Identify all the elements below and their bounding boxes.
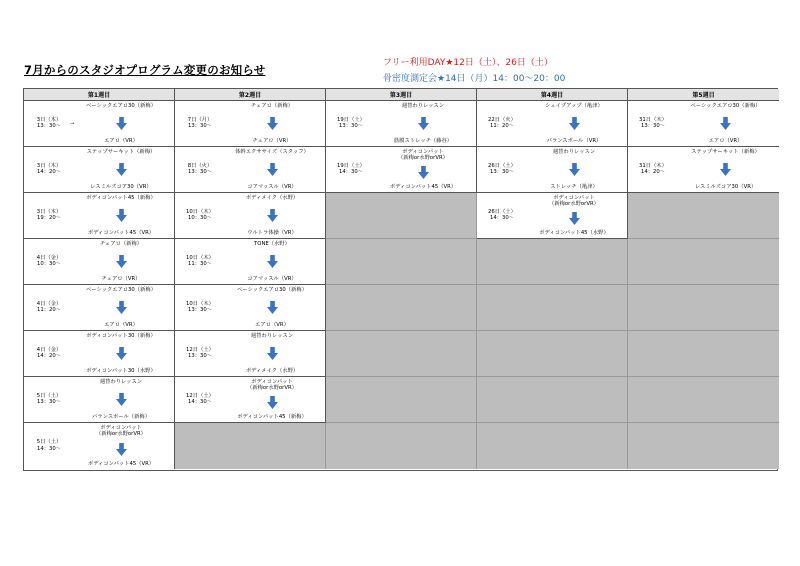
program-change bbox=[221, 149, 323, 190]
lesson-date: 5日（土） bbox=[36, 439, 62, 446]
lesson-datetime bbox=[480, 163, 524, 177]
down-arrow-icon bbox=[116, 163, 127, 176]
week-header: 第2週目 bbox=[175, 89, 326, 101]
empty-slot bbox=[477, 331, 628, 377]
down-arrow-icon bbox=[116, 347, 127, 360]
lesson-time: 11：20〜 bbox=[489, 123, 515, 130]
new-program: ウルトラ体操（VR） bbox=[247, 229, 297, 236]
old-program: ボディコンバット30（新梅） bbox=[86, 333, 156, 339]
program-change bbox=[221, 195, 323, 236]
program-change bbox=[221, 379, 323, 420]
program-change bbox=[221, 241, 323, 282]
lesson-date: 3日（木） bbox=[36, 116, 62, 123]
down-arrow-icon bbox=[569, 117, 580, 130]
new-program: バランスボール（VR） bbox=[546, 137, 602, 144]
schedule-cell bbox=[326, 147, 477, 193]
new-program: チェアロ（VR） bbox=[252, 137, 292, 144]
down-arrow-icon bbox=[267, 209, 278, 222]
old-program: ボディコンバット （新梅or水野orVR） bbox=[96, 425, 146, 438]
new-program: 筋膜ストレッチ（藤谷） bbox=[393, 137, 453, 144]
down-arrow-icon bbox=[267, 396, 278, 409]
program-change bbox=[70, 149, 172, 190]
lesson-time: 13：30〜 bbox=[489, 169, 515, 176]
new-program: チェアロ（VR） bbox=[101, 275, 141, 282]
lesson-date: 22日（火） bbox=[488, 116, 516, 123]
down-arrow-icon bbox=[116, 209, 127, 222]
old-program: 週替わりレッスン bbox=[401, 103, 445, 109]
empty-slot bbox=[326, 423, 477, 469]
schedule-cell bbox=[24, 193, 175, 239]
program-change bbox=[70, 241, 172, 282]
lesson-time: 14：20〜 bbox=[640, 169, 666, 176]
down-arrow-icon bbox=[720, 163, 731, 176]
new-program: ストレッチ（亀津） bbox=[550, 183, 598, 190]
lesson-datetime bbox=[480, 209, 524, 223]
down-arrow-icon bbox=[418, 117, 429, 130]
lesson-datetime bbox=[178, 209, 222, 223]
empty-slot bbox=[326, 239, 477, 285]
lesson-datetime bbox=[178, 393, 222, 407]
down-arrow-icon bbox=[267, 255, 278, 268]
new-program: レスミルズコア30（VR） bbox=[90, 183, 152, 190]
old-program: ボディコンバット （新梅or水野orVR） bbox=[398, 149, 448, 162]
lesson-time: 19：20〜 bbox=[36, 215, 62, 222]
down-arrow-icon bbox=[116, 255, 127, 268]
down-arrow-icon bbox=[569, 163, 580, 176]
old-program: ベーシックエアロ30（新梅） bbox=[237, 287, 307, 293]
lesson-date: 10日（木） bbox=[186, 208, 214, 215]
program-change bbox=[674, 103, 777, 144]
empty-slot bbox=[628, 331, 779, 377]
schedule-cell bbox=[175, 147, 326, 193]
program-change bbox=[523, 149, 625, 190]
down-arrow-icon bbox=[267, 301, 278, 314]
lesson-date: 12日（土） bbox=[186, 346, 214, 353]
empty-slot bbox=[326, 331, 477, 377]
schedule-cell bbox=[175, 101, 326, 147]
new-program: エアロ（VR） bbox=[104, 321, 138, 328]
lesson-date: 5日（土） bbox=[36, 392, 62, 399]
week-header: 第3週目 bbox=[326, 89, 477, 101]
old-program: TONE（水野） bbox=[254, 241, 290, 247]
new-program: エアロ（VR） bbox=[708, 137, 743, 144]
week-header: 第5週目 bbox=[628, 89, 779, 101]
lesson-date: 10日（木） bbox=[186, 254, 214, 261]
page-title: 7月からのスタジオプログラム変更のお知らせ bbox=[24, 63, 266, 77]
new-program: ボディコンバット45（水野） bbox=[539, 229, 609, 236]
program-change bbox=[70, 425, 172, 467]
week-header: 第1週目 bbox=[24, 89, 175, 101]
old-program: ボディコンバット （新梅or水野orVR） bbox=[247, 379, 297, 392]
empty-slot bbox=[477, 423, 628, 469]
lesson-datetime bbox=[27, 117, 71, 131]
new-program: エアロ（VR） bbox=[104, 137, 138, 144]
old-program: ベーシックエアロ30（新梅） bbox=[86, 103, 156, 109]
lesson-time: 13：30〜 bbox=[187, 353, 213, 360]
lesson-datetime bbox=[178, 117, 222, 131]
new-program: ボディコンバット45（新梅） bbox=[237, 413, 307, 420]
new-program: バランスボール（新梅） bbox=[91, 413, 150, 420]
schedule-cell bbox=[326, 101, 477, 147]
new-program: コアマッスル（VR） bbox=[247, 275, 297, 282]
old-program: チェアロ（新梅） bbox=[99, 241, 143, 247]
program-change bbox=[70, 333, 172, 374]
new-program: エアロ（VR） bbox=[255, 321, 289, 328]
lesson-date: 31日（木） bbox=[639, 116, 667, 123]
down-arrow-icon bbox=[116, 117, 127, 130]
old-program: ボディメイク（水野） bbox=[245, 195, 299, 201]
lesson-datetime bbox=[178, 255, 222, 269]
lesson-datetime bbox=[27, 439, 71, 453]
lesson-datetime bbox=[27, 393, 71, 407]
new-program: ボディコンバット45（VR） bbox=[87, 229, 155, 236]
schedule-cell bbox=[628, 101, 779, 147]
schedule-table bbox=[23, 88, 778, 471]
lesson-time: 14：30〜 bbox=[338, 169, 364, 176]
new-program: ボディコンバット45（VR） bbox=[389, 183, 457, 190]
free-day-notice: フリー利用DAY★12日（土）、26日（土） bbox=[383, 58, 553, 68]
old-program: ベーシックエアロ30（新梅） bbox=[86, 287, 156, 293]
schedule-cell bbox=[175, 285, 326, 331]
lesson-time: 11：30〜 bbox=[187, 261, 213, 268]
down-arrow-icon bbox=[267, 163, 278, 176]
lesson-date: 3日（木） bbox=[36, 162, 62, 169]
down-arrow-icon bbox=[569, 212, 580, 225]
new-program: レスミルズコア30（VR） bbox=[694, 183, 757, 190]
lesson-datetime bbox=[178, 301, 222, 315]
empty-slot bbox=[628, 239, 779, 285]
lesson-datetime bbox=[480, 117, 524, 131]
new-program: ボディコンバット45（VR） bbox=[87, 460, 155, 467]
lesson-datetime bbox=[27, 347, 71, 361]
lesson-date: 7日（月） bbox=[187, 116, 213, 123]
old-program: 週替わりレッスン bbox=[99, 379, 143, 385]
schedule-cell bbox=[175, 239, 326, 285]
empty-slot bbox=[326, 193, 477, 239]
week-header: 第4週目 bbox=[477, 89, 628, 101]
schedule-cell bbox=[175, 193, 326, 239]
down-arrow-icon bbox=[116, 393, 127, 406]
empty-slot bbox=[477, 285, 628, 331]
down-arrow-icon bbox=[116, 301, 127, 314]
lesson-time: 13：30〜 bbox=[36, 123, 62, 130]
schedule-cell bbox=[175, 331, 326, 377]
lesson-time: 11：20〜 bbox=[36, 307, 62, 314]
lesson-time: 14：30〜 bbox=[187, 399, 213, 406]
schedule-cell bbox=[24, 331, 175, 377]
lesson-time: 10：30〜 bbox=[36, 261, 62, 268]
program-change bbox=[372, 103, 474, 144]
lesson-time: 13：30〜 bbox=[338, 123, 364, 130]
lesson-date: 31日（木） bbox=[639, 162, 667, 169]
empty-slot bbox=[326, 285, 477, 331]
tick-mark: → bbox=[70, 120, 75, 127]
down-arrow-icon bbox=[418, 166, 429, 179]
lesson-date: 8日（火） bbox=[187, 162, 213, 169]
old-program: シェイプアップ（亀津） bbox=[545, 103, 603, 109]
new-program: ボディメイク（水野） bbox=[245, 367, 299, 374]
program-change bbox=[523, 103, 625, 144]
program-change bbox=[70, 287, 172, 328]
program-change bbox=[70, 103, 172, 144]
program-change bbox=[70, 379, 172, 420]
program-change bbox=[523, 195, 625, 236]
lesson-datetime bbox=[27, 255, 71, 269]
lesson-time: 14：20〜 bbox=[36, 353, 62, 360]
lesson-time: 10：30〜 bbox=[187, 215, 213, 222]
down-arrow-icon bbox=[267, 117, 278, 130]
lesson-time: 13：30〜 bbox=[187, 307, 213, 314]
old-program: 週替わりレッスン bbox=[250, 333, 294, 339]
schedule-cell bbox=[24, 239, 175, 285]
lesson-datetime bbox=[178, 163, 222, 177]
lesson-date: 19日（土） bbox=[337, 162, 365, 169]
new-program: ボディコンバット30（水野） bbox=[86, 367, 156, 374]
program-change bbox=[70, 195, 172, 236]
lesson-date: 19日（土） bbox=[337, 116, 365, 123]
lesson-datetime bbox=[27, 209, 71, 223]
schedule-cell bbox=[24, 285, 175, 331]
schedule-cell bbox=[477, 101, 628, 147]
lesson-time: 13：30〜 bbox=[640, 123, 666, 130]
lesson-date: 3日（木） bbox=[36, 208, 62, 215]
empty-slot bbox=[477, 239, 628, 285]
schedule-cell bbox=[24, 377, 175, 423]
program-change bbox=[372, 149, 474, 190]
lesson-date: 26日（土） bbox=[488, 162, 516, 169]
empty-slot bbox=[628, 423, 779, 469]
lesson-datetime bbox=[631, 117, 675, 131]
old-program: 週替わりレッスン bbox=[552, 149, 596, 155]
lesson-date: 26日（土） bbox=[488, 208, 516, 215]
empty-slot bbox=[628, 285, 779, 331]
program-change bbox=[674, 149, 777, 190]
old-program: ボディコンバット45（新梅） bbox=[86, 195, 156, 201]
lesson-time: 13：30〜 bbox=[187, 169, 213, 176]
old-program: ボディコンバット （新梅or水野orVR） bbox=[549, 195, 599, 208]
schedule-cell bbox=[477, 147, 628, 193]
down-arrow-icon bbox=[116, 443, 127, 456]
old-program: ステップサーキット（新梅） bbox=[86, 149, 156, 155]
lesson-time: 14：30〜 bbox=[489, 215, 515, 222]
schedule-cell bbox=[477, 193, 628, 239]
lesson-time: 13：30〜 bbox=[36, 399, 62, 406]
lesson-datetime bbox=[631, 163, 675, 177]
lesson-date: 10日（木） bbox=[186, 300, 214, 307]
down-arrow-icon bbox=[267, 347, 278, 360]
empty-slot bbox=[628, 377, 779, 423]
empty-slot bbox=[175, 423, 326, 469]
bone-density-notice: 骨密度測定会★14日（月）14：00〜20：00 bbox=[383, 74, 566, 84]
schedule-cell bbox=[24, 147, 175, 193]
old-program: 体幹エクササイズ（スタッフ） bbox=[235, 149, 309, 155]
down-arrow-icon bbox=[720, 117, 731, 130]
lesson-date: 4日（金） bbox=[36, 300, 62, 307]
schedule-cell bbox=[628, 147, 779, 193]
lesson-date: 4日（金） bbox=[36, 346, 62, 353]
lesson-datetime bbox=[178, 347, 222, 361]
new-program: コアマッスル（VR） bbox=[247, 183, 297, 190]
program-change bbox=[221, 287, 323, 328]
schedule-cell bbox=[24, 101, 175, 147]
schedule-cell bbox=[24, 423, 175, 469]
program-change bbox=[221, 103, 323, 144]
lesson-date: 4日（金） bbox=[36, 254, 62, 261]
old-program: ベーシックエアロ30（新梅） bbox=[690, 103, 761, 109]
lesson-datetime bbox=[27, 301, 71, 315]
lesson-datetime bbox=[329, 163, 373, 177]
empty-slot bbox=[477, 377, 628, 423]
lesson-date: 12日（土） bbox=[186, 392, 214, 399]
lesson-datetime bbox=[27, 163, 71, 177]
old-program: チェアロ（新梅） bbox=[250, 103, 294, 109]
empty-slot bbox=[628, 193, 779, 239]
schedule-cell bbox=[175, 377, 326, 423]
lesson-time: 14：30〜 bbox=[36, 446, 62, 452]
old-program: ステップサーキット（新梅） bbox=[691, 149, 760, 155]
lesson-datetime bbox=[329, 117, 373, 131]
lesson-time: 14：20〜 bbox=[36, 169, 62, 176]
lesson-time: 13：30〜 bbox=[187, 123, 213, 130]
empty-slot bbox=[326, 377, 477, 423]
program-change bbox=[221, 333, 323, 374]
